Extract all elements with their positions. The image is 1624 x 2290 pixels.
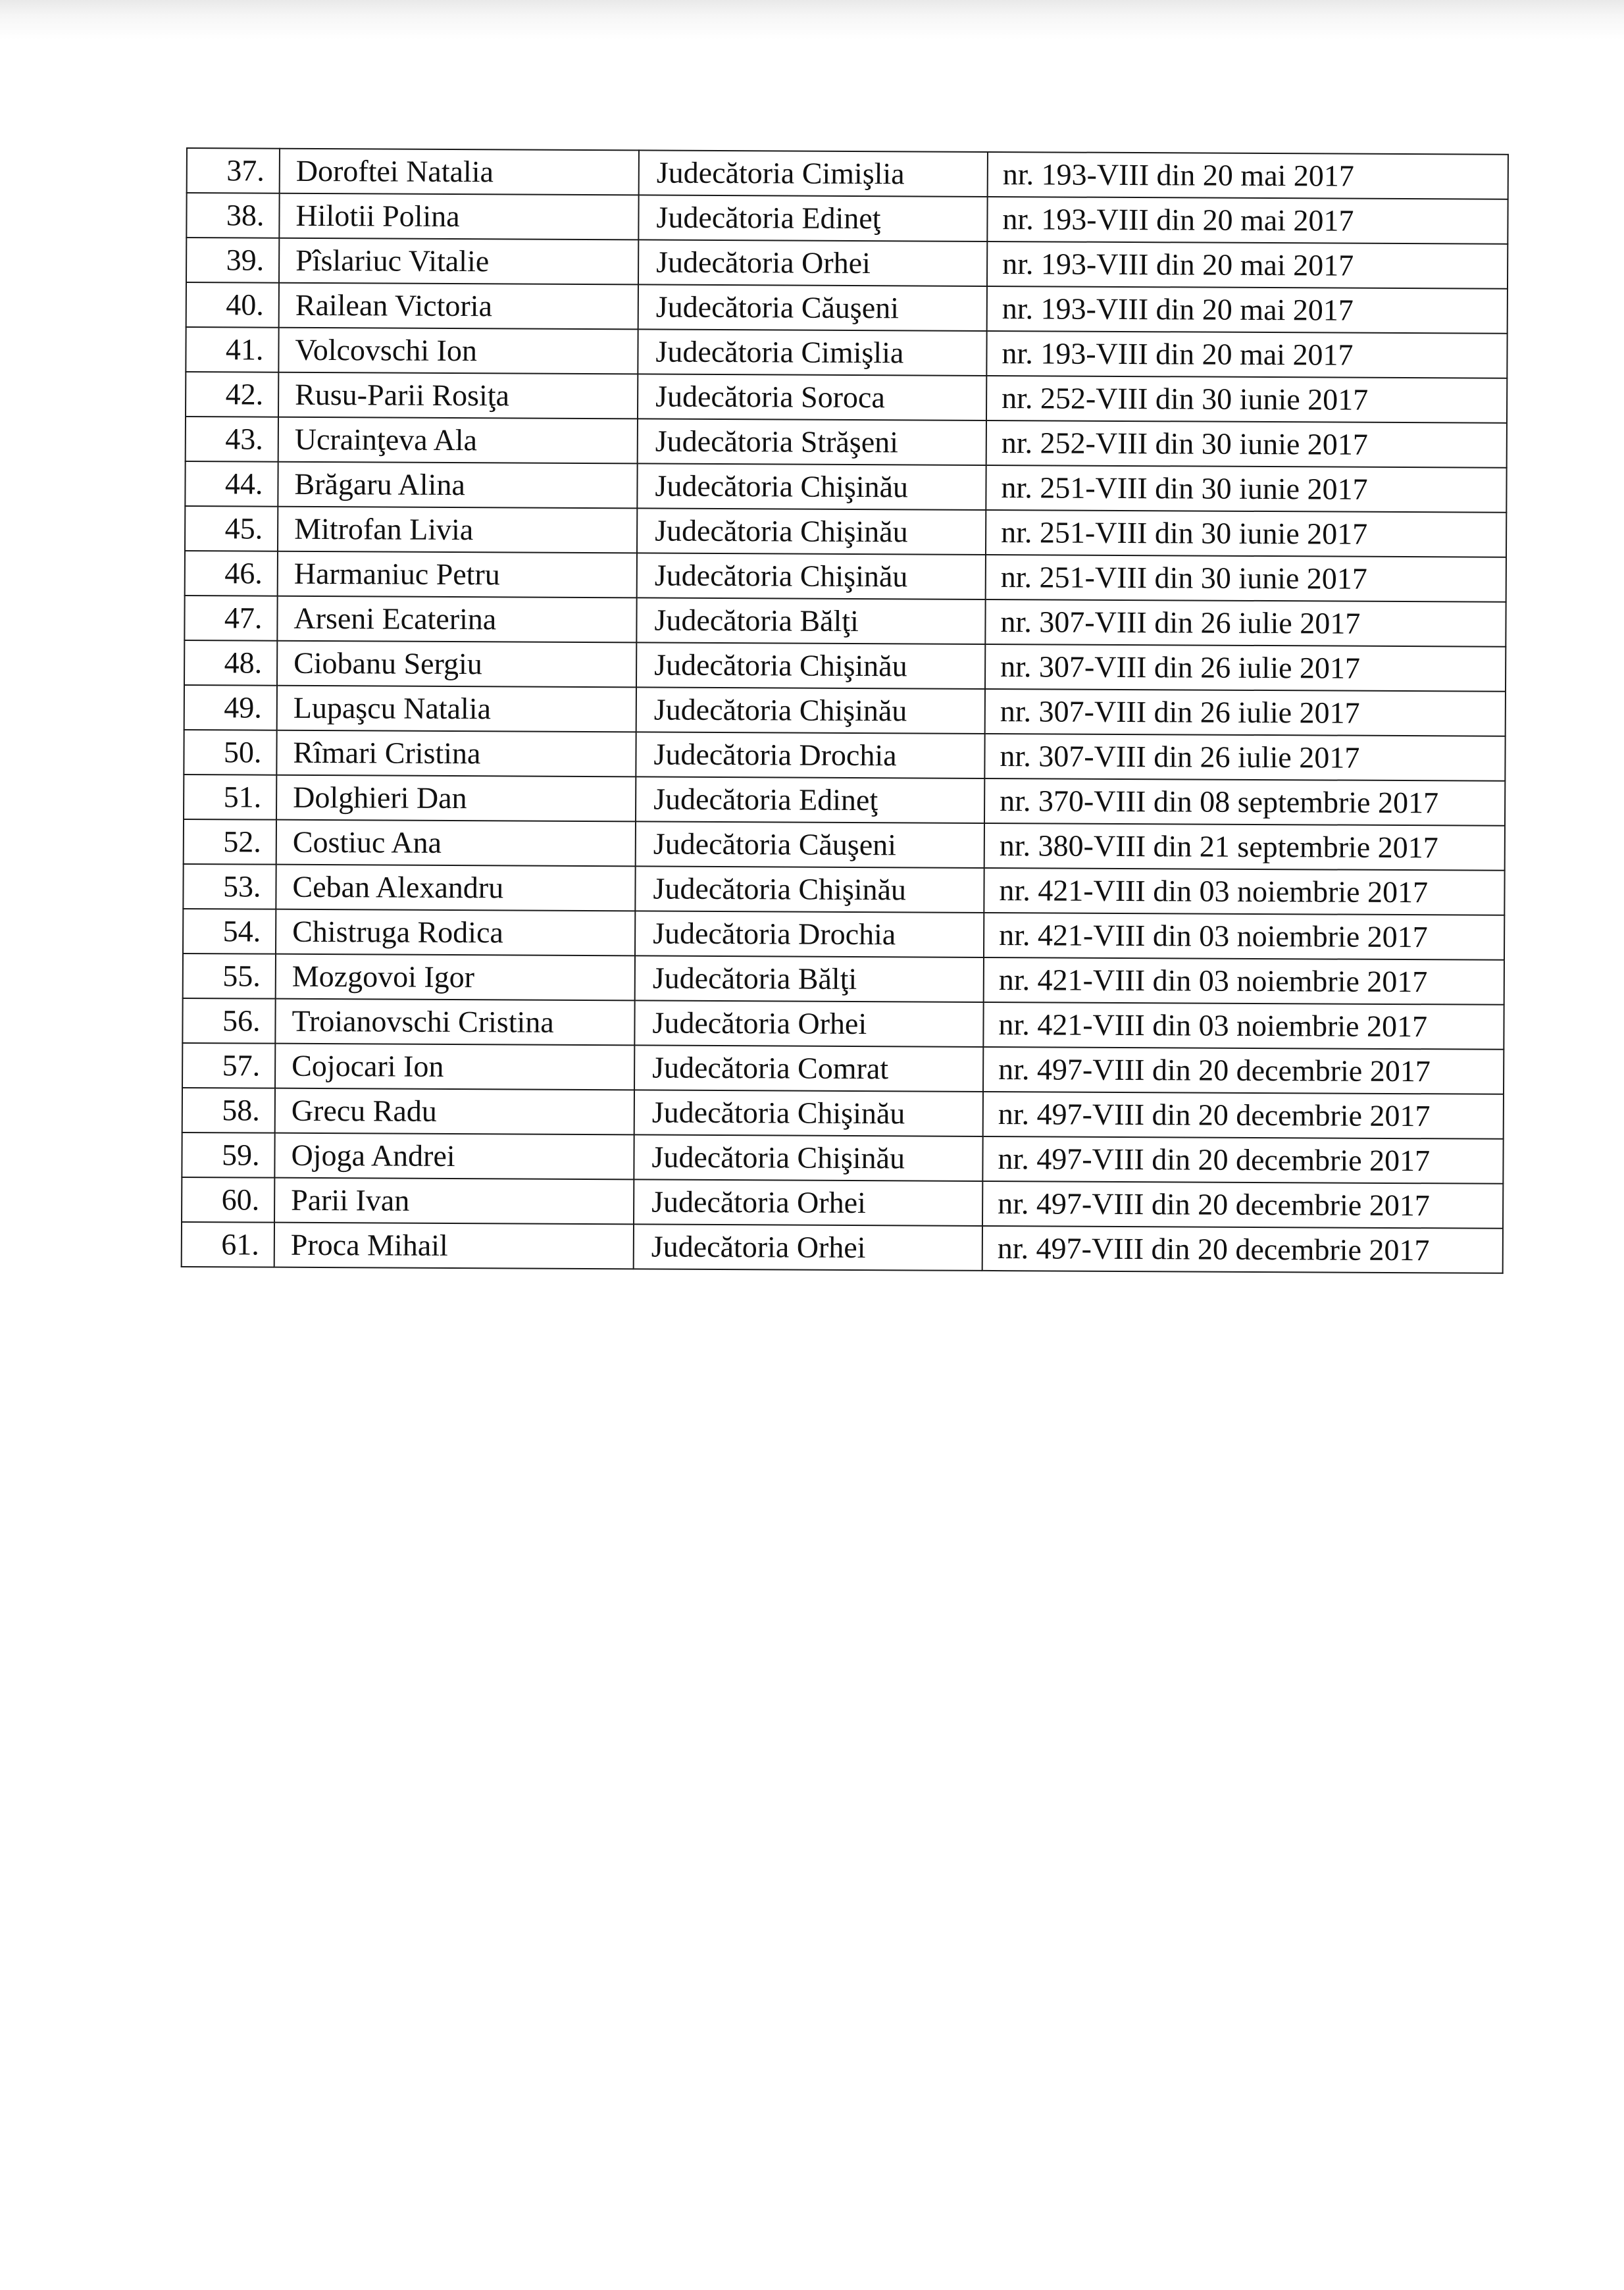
table-row	[185, 461, 1506, 513]
decision-reference: nr. 421-VIII din 03 noiembrie 2017	[984, 913, 1504, 960]
table-body	[182, 148, 1508, 1273]
row-number: 42.	[186, 372, 278, 417]
decision-reference: nr. 497-VIII din 20 decembrie 2017	[983, 1092, 1504, 1139]
court-name: Judecătoria Chişinău	[635, 866, 984, 913]
decision-reference: nr. 421-VIII din 03 noiembrie 2017	[984, 957, 1504, 1005]
decision-reference: nr. 252-VIII din 30 iunie 2017	[986, 420, 1507, 468]
row-number: 50.	[184, 730, 276, 775]
court-name: Judecătoria Orhei	[634, 1000, 983, 1047]
court-name: Judecătoria Chişinău	[634, 1134, 982, 1181]
row-number: 60.	[182, 1177, 274, 1223]
court-name: Judecătoria Chişinău	[636, 687, 985, 734]
court-name: Judecătoria Drochia	[636, 732, 984, 778]
row-number: 38.	[186, 193, 279, 238]
table-row	[182, 1043, 1504, 1094]
court-name: Judecătoria Chişinău	[637, 463, 986, 510]
person-name: Ceban Alexandru	[276, 865, 635, 911]
table-row	[186, 327, 1507, 378]
person-name: Ucrainţeva Ala	[278, 417, 638, 464]
table-row	[184, 819, 1505, 871]
table-row	[186, 193, 1508, 244]
person-name: Proca Mihail	[274, 1223, 634, 1269]
row-number: 45.	[185, 506, 278, 551]
person-name: Mozgovoi Igor	[276, 954, 635, 1001]
person-name: Rusu-Parii Rosiţa	[278, 372, 638, 419]
person-name: Ojoga Andrei	[274, 1133, 634, 1180]
decision-reference: nr. 193-VIII din 20 mai 2017	[986, 331, 1507, 378]
row-number: 41.	[186, 327, 278, 372]
person-name: Brăgaru Alina	[278, 462, 637, 509]
court-name: Judecătoria Orhei	[634, 1179, 982, 1226]
row-number: 58.	[182, 1088, 275, 1133]
decision-reference: nr. 421-VIII din 03 noiembrie 2017	[983, 1002, 1504, 1050]
court-name: Judecătoria Bălţi	[635, 955, 984, 1002]
table-row	[183, 954, 1504, 1005]
table-row	[186, 282, 1508, 334]
person-name: Ciobanu Sergiu	[277, 641, 636, 688]
table-row	[182, 1222, 1503, 1273]
row-number: 39.	[186, 238, 279, 283]
court-name: Judecătoria Orhei	[638, 240, 987, 286]
person-name: Volcovschi Ion	[278, 328, 638, 374]
court-name: Judecătoria Cimişlia	[639, 150, 988, 197]
row-number: 46.	[185, 551, 278, 596]
table-row	[184, 640, 1506, 692]
row-number: 56.	[182, 998, 275, 1044]
person-name: Lupaşcu Natalia	[277, 686, 636, 732]
row-number: 48.	[184, 640, 277, 686]
decision-reference: nr. 307-VIII din 26 iulie 2017	[984, 734, 1505, 781]
court-name: Judecătoria Chişinău	[637, 508, 986, 555]
person-name: Dolghieri Dan	[276, 775, 636, 822]
person-name: Arseni Ecaterina	[277, 596, 636, 643]
table-row	[185, 506, 1506, 557]
person-name: Parii Ivan	[274, 1178, 634, 1225]
decision-reference: nr. 497-VIII din 20 decembrie 2017	[982, 1136, 1503, 1184]
row-number: 54.	[183, 909, 276, 954]
decision-reference: nr. 307-VIII din 26 iulie 2017	[985, 689, 1506, 736]
table-row	[182, 1132, 1503, 1184]
row-number: 44.	[185, 461, 278, 507]
court-name: Judecătoria Bălţi	[636, 598, 985, 644]
person-name: Grecu Radu	[275, 1088, 634, 1135]
court-name: Judecătoria Chişinău	[634, 1090, 983, 1136]
court-name: Judecătoria Soroca	[638, 374, 986, 420]
table-row	[186, 238, 1508, 289]
decision-reference: nr. 251-VIII din 30 iunie 2017	[986, 510, 1506, 557]
scan-edge-shadow	[0, 0, 1624, 39]
decision-reference: nr. 307-VIII din 26 iulie 2017	[985, 599, 1506, 647]
decision-reference: nr. 251-VIII din 30 iunie 2017	[986, 555, 1506, 602]
row-number: 37.	[187, 148, 280, 193]
court-name: Judecătoria Chişinău	[637, 553, 986, 599]
person-name: Costiuc Ana	[276, 820, 636, 867]
court-name: Judecătoria Drochia	[635, 911, 984, 957]
court-name: Judecătoria Edineţ	[638, 195, 987, 242]
row-number: 43.	[186, 417, 278, 462]
court-name: Judecătoria Căuşeni	[638, 284, 987, 331]
table-row	[182, 998, 1504, 1050]
table-row	[182, 1088, 1504, 1139]
decision-reference: nr. 252-VIII din 30 iunie 2017	[986, 376, 1507, 423]
row-number: 47.	[184, 596, 277, 641]
person-name: Doroftei Natalia	[280, 149, 639, 195]
table-row	[186, 372, 1507, 423]
court-name: Judecătoria Chişinău	[636, 642, 985, 689]
decision-reference: nr. 193-VIII din 20 mai 2017	[988, 152, 1508, 199]
decision-reference: nr. 251-VIII din 30 iunie 2017	[986, 465, 1506, 513]
decision-reference: nr. 380-VIII din 21 septembrie 2017	[984, 823, 1505, 871]
court-name: Judecătoria Comrat	[634, 1045, 983, 1092]
row-number: 53.	[183, 864, 276, 909]
person-name: Chistruga Rodica	[276, 909, 635, 956]
decision-reference: nr. 497-VIII din 20 decembrie 2017	[982, 1226, 1503, 1273]
court-name: Judecătoria Edineţ	[636, 776, 984, 823]
row-number: 52.	[184, 819, 276, 865]
person-name: Mitrofan Livia	[278, 507, 637, 553]
row-number: 61.	[182, 1222, 274, 1267]
decision-reference: nr. 370-VIII din 08 septembrie 2017	[984, 778, 1505, 826]
court-name: Judecătoria Străşeni	[638, 419, 986, 465]
table-row	[185, 551, 1506, 602]
table-row	[184, 685, 1506, 736]
decision-reference: nr. 307-VIII din 26 iulie 2017	[985, 644, 1506, 692]
court-name: Judecătoria Orhei	[634, 1224, 982, 1271]
table-row	[186, 417, 1507, 468]
person-name: Railean Victoria	[279, 283, 638, 330]
court-name: Judecătoria Cimişlia	[638, 329, 986, 376]
decision-reference: nr. 193-VIII din 20 mai 2017	[987, 197, 1508, 244]
person-name: Troianovschi Cristina	[275, 999, 634, 1046]
row-number: 55.	[183, 954, 276, 999]
row-number: 49.	[184, 685, 277, 730]
table-row	[184, 596, 1506, 647]
decision-reference: nr. 421-VIII din 03 noiembrie 2017	[984, 868, 1504, 915]
person-name: Rîmari Cristina	[276, 730, 636, 777]
decision-reference: nr. 497-VIII din 20 decembrie 2017	[982, 1181, 1503, 1229]
person-name: Cojocari Ion	[275, 1044, 634, 1090]
table-row	[187, 148, 1508, 199]
row-number: 57.	[182, 1043, 275, 1088]
table-row	[184, 730, 1505, 781]
court-name: Judecătoria Căuşeni	[636, 821, 984, 868]
row-number: 51.	[184, 775, 276, 820]
person-name: Pîslariuc Vitalie	[279, 238, 638, 285]
decision-reference: nr. 497-VIII din 20 decembrie 2017	[983, 1047, 1504, 1094]
table-row	[182, 1177, 1503, 1229]
person-name: Harmaniuc Petru	[278, 551, 637, 598]
decision-reference: nr. 193-VIII din 20 mai 2017	[987, 286, 1508, 334]
row-number: 40.	[186, 282, 279, 328]
table-row	[183, 909, 1504, 960]
table-row	[183, 864, 1504, 915]
judges-table	[181, 147, 1509, 1274]
decision-reference: nr. 193-VIII din 20 mai 2017	[987, 242, 1508, 289]
table-row	[184, 775, 1505, 826]
row-number: 59.	[182, 1132, 274, 1178]
person-name: Hilotii Polina	[279, 193, 638, 240]
